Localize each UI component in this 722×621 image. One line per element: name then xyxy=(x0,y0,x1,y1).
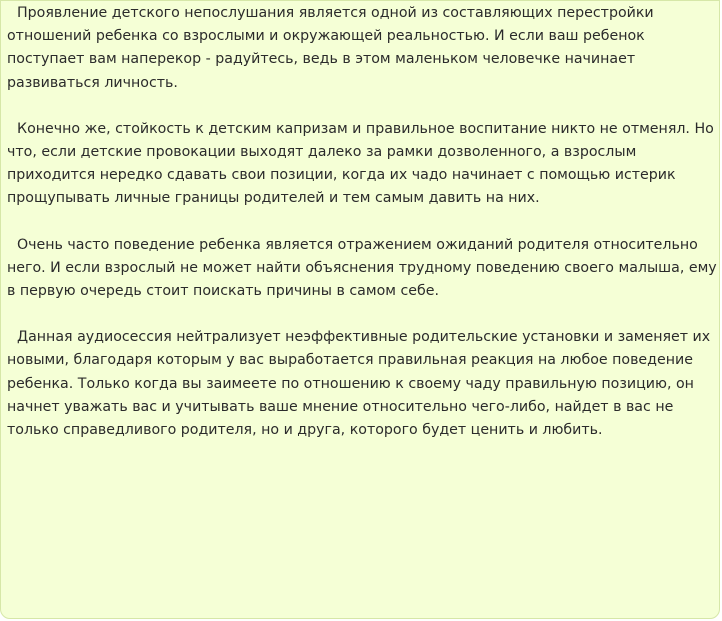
paragraph-4: Данная аудиосессия нейтрализует неэффективные родительские установки и заменяет их новыми, благодаря которым у вас выработается правильная реакция на любое поведение ребенка. Только когда вы заимеете по отношению к своему чаду правильную позицию, он начнет уважать вас и учитывать ваше мнение относительно чего-либо, найдет в вас не только справедливого родителя, но и друга, которого будет ценить и любить. xyxy=(7,329,711,439)
paragraph-1: Проявление детского непослушания является одной из составляющих перестройки отношений ребенка со взрослыми и окружающей реальностью. И если ваш ребенок поступает вам наперекор - радуйтесь, ведь в этом маленьком человечке начинает развиваться личность. xyxy=(7,5,654,91)
paragraph-3: Очень часто поведение ребенка является отражением ожиданий родителя относительно него. И если взрослый не может найти объяснения трудному поведению своего малыша, ему в первую очередь стоит поискать причины в самом себе. xyxy=(7,236,717,300)
paragraph-2: Конечно же, стойкость к детским капризам и правильное воспитание никто не отменял. Но что, если детские провокации выходят далеко за рамки дозволенного, а взрослым приходится нередко сдавать свои позиции, когда их чадо начинает с помощью истерик прощупывать личные границы родителей и тем самым давить на них. xyxy=(7,120,714,207)
